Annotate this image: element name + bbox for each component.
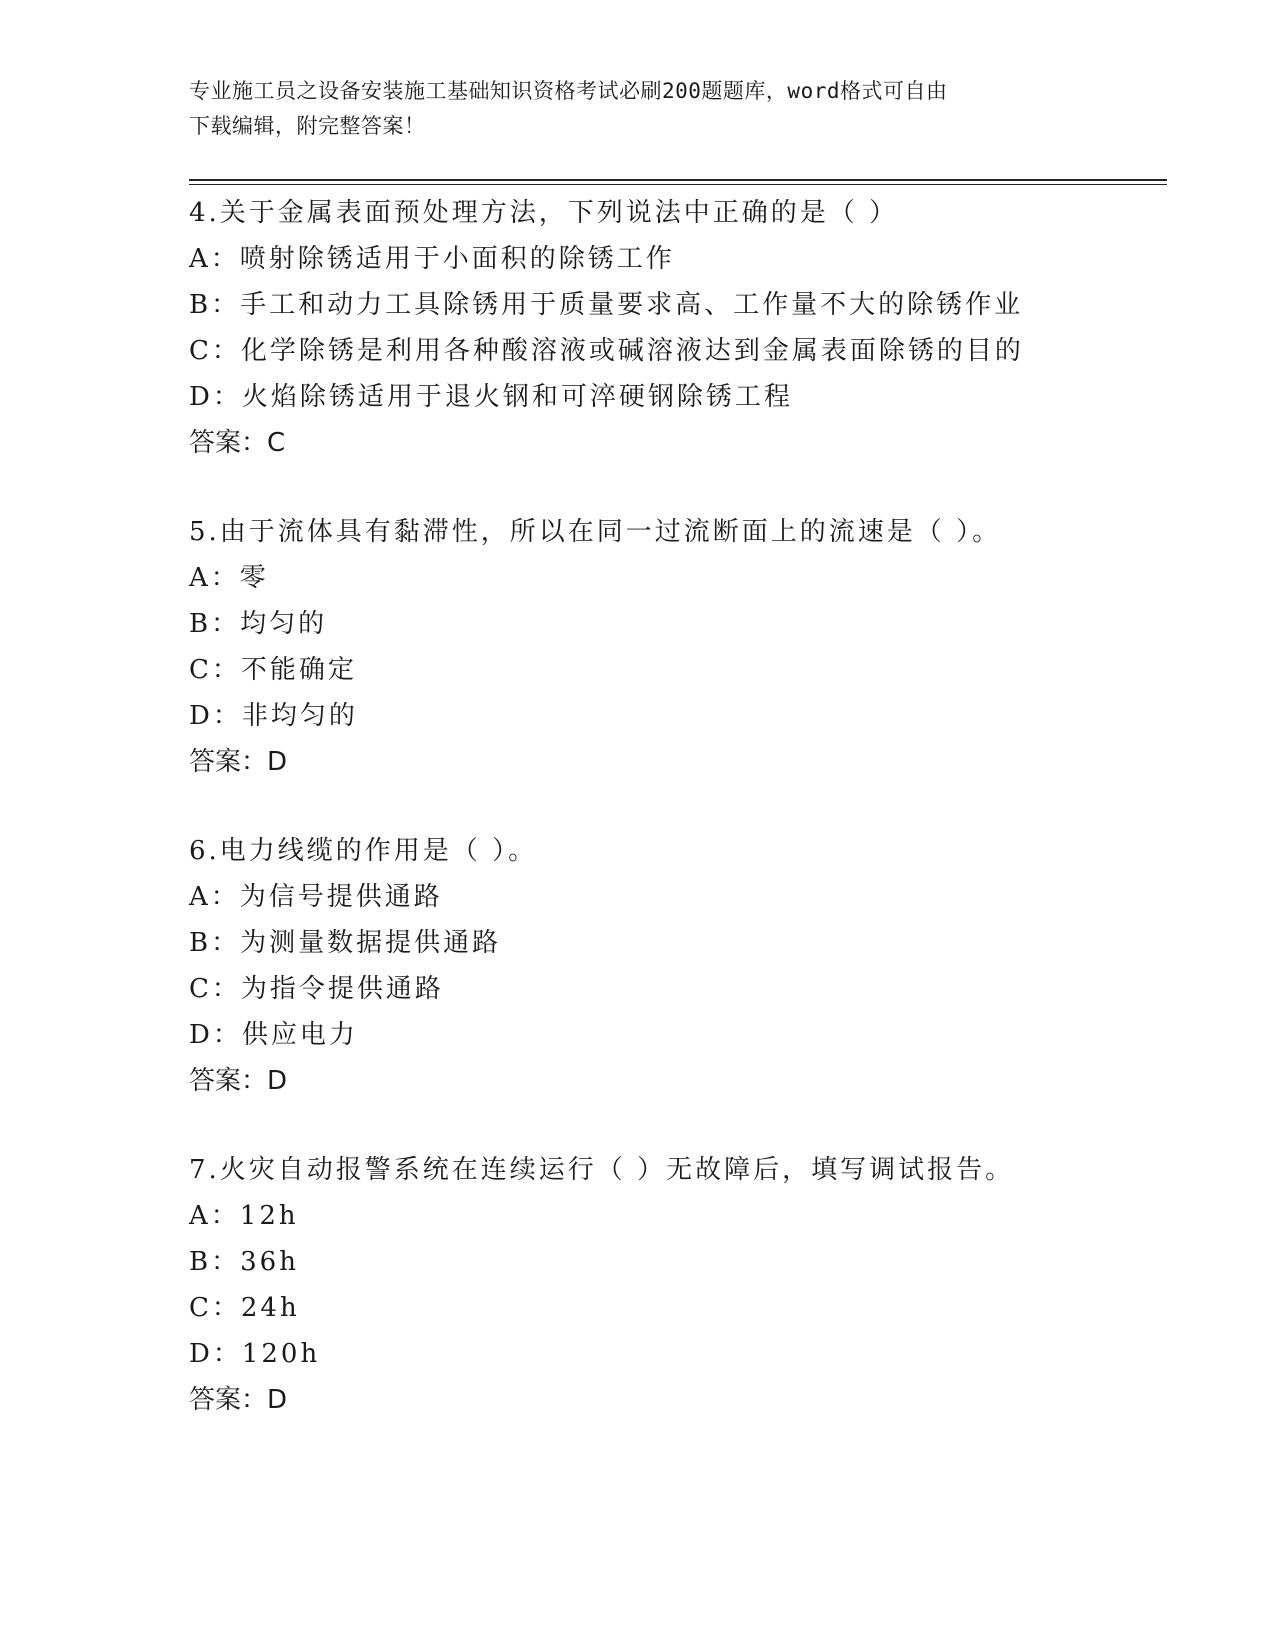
- question-4: [189, 190, 1169, 466]
- option-b: B：36h: [189, 1247, 299, 1277]
- answer: 答案：D: [189, 747, 288, 777]
- question-stem: 6.电力线缆的作用是（ ）。: [189, 836, 538, 866]
- answer: 答案：C: [189, 428, 286, 458]
- question-stem: 5.由于流体具有黏滞性，所以在同一过流断面上的流速是（ ）。: [189, 517, 1002, 547]
- option-c: C：为指令提供通路: [189, 974, 444, 1004]
- option-d: D：火焰除锈适用于退火钢和可淬硬钢除锈工程: [189, 382, 793, 412]
- option-d: D：供应电力: [189, 1020, 358, 1050]
- answer: 答案：D: [189, 1066, 288, 1096]
- option-b: B：均匀的: [189, 609, 328, 639]
- option-a: A：喷射除锈适用于小面积的除锈工作: [189, 244, 675, 274]
- option-c: C：不能确定: [189, 655, 357, 685]
- document-header: [189, 74, 1089, 144]
- question-stem: 4.关于金属表面预处理方法，下列说法中正确的是（ ）: [189, 198, 899, 228]
- option-d: D：非均匀的: [189, 701, 358, 731]
- option-c: C：24h: [189, 1293, 300, 1323]
- question-6: [189, 828, 1169, 1104]
- option-b: B：手工和动力工具除锈用于质量要求高、工作量不大的除锈作业: [189, 290, 1024, 320]
- option-b: B：为测量数据提供通路: [189, 928, 502, 958]
- header-divider-thin: [189, 184, 1167, 185]
- question-list: [189, 190, 1169, 1466]
- header-divider-thick: [189, 179, 1167, 181]
- option-a: A：为信号提供通路: [189, 882, 443, 912]
- option-a: A：12h: [189, 1201, 299, 1231]
- question-stem: 7.火灾自动报警系统在连续运行（ ）无故障后，填写调试报告。: [189, 1155, 1015, 1185]
- question-5: [189, 509, 1169, 785]
- option-c: C：化学除锈是利用各种酸溶液或碱溶液达到金属表面除锈的目的: [189, 336, 1024, 366]
- answer: 答案：D: [189, 1385, 288, 1415]
- question-7: [189, 1147, 1169, 1423]
- option-a: A：零: [189, 563, 269, 593]
- header-line-1: 专业施工员之设备安装施工基础知识资格考试必刷200题题库，word格式可自由: [189, 79, 948, 103]
- header-line-2: 下载编辑，附完整答案！: [189, 114, 426, 138]
- option-d: D：120h: [189, 1339, 321, 1369]
